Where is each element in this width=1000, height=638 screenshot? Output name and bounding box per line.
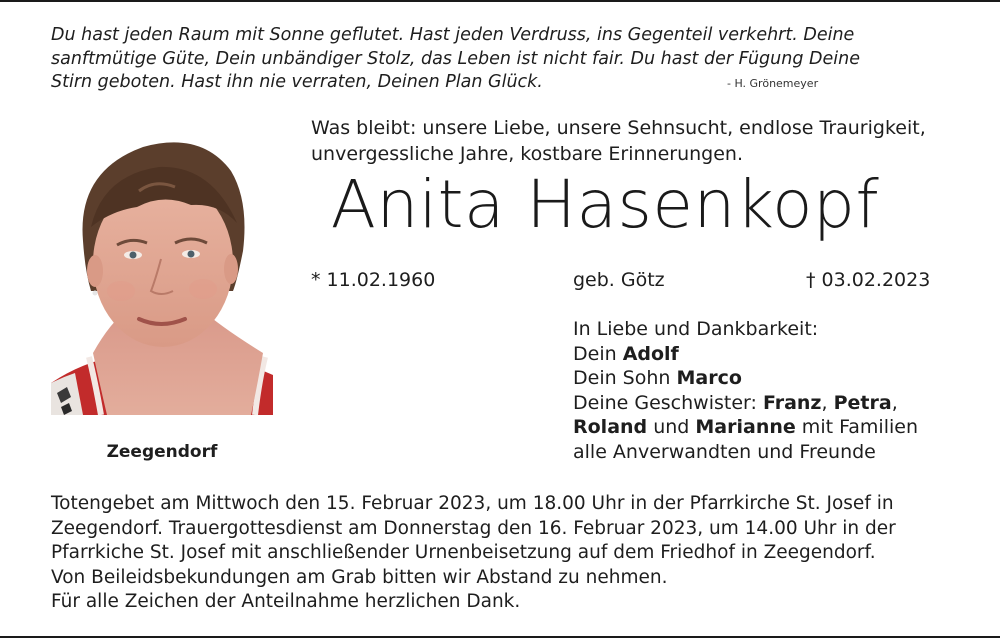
quote-line: Stirn geboten. Hast ihn nie verraten, Deinen Plan Glück. [51, 72, 543, 92]
service-line: Für alle Zeichen der Anteilnahme herzlichen Dank. [51, 591, 521, 612]
mourner-name: Adolf [622, 342, 679, 365]
mourner-line [573, 415, 918, 440]
service-line: Pfarrkiche St. Josef mit anschließender Urnenbeisetzung auf dem Friedhof in Zeegendorf. [51, 542, 876, 563]
mourner-line: alle Anverwandten und Freunde [573, 440, 876, 463]
mourner-name: Marianne [695, 416, 796, 439]
intro-line: Was bleibt: unsere Liebe, unsere Sehnsucht, endlose Traurigkeit, [311, 117, 926, 139]
maiden-name: geb. Götz [573, 269, 665, 291]
mourner-text: Dein Sohn [573, 367, 677, 390]
mourner-text: , [821, 391, 834, 414]
mourner-text: mit Familien [795, 416, 918, 439]
deceased-name: Anita Hasenkopf [330, 166, 880, 243]
mourner-line [573, 342, 918, 367]
portrait-image [51, 131, 273, 415]
mourner-name: Marco [676, 367, 742, 390]
residence-place: Zeegendorf [106, 442, 218, 462]
mourner-text: Deine Geschwister: [573, 391, 763, 414]
quote-author: - H. Grönemeyer [727, 77, 819, 90]
mourner-text: Dein [573, 342, 623, 365]
birth-date: * 11.02.1960 [311, 269, 436, 291]
service-line: Von Beileidsbekundungen am Grab bitten wir Abstand zu nehmen. [51, 566, 668, 588]
death-date: † 03.02.2023 [806, 269, 931, 291]
mourner-text: und [647, 416, 696, 439]
service-line: Totengebet am Mittwoch den 15. Februar 2023, um 18.00 Uhr in der Pfarrkirche St. Josef in [51, 493, 894, 514]
service-details [51, 492, 971, 615]
mourner-name: Franz [762, 391, 822, 414]
quote-line: sanftmütige Güte, Dein unbändiger Stolz, das Leben ist nicht fair. Du hast der Fügung Deine [51, 48, 860, 69]
intro-line: unvergessliche Jahre, kostbare Erinnerungen. [311, 143, 743, 165]
mourner-name: Roland [573, 416, 648, 439]
mourner-line [573, 391, 918, 416]
quote-line: Du hast jeden Raum mit Sonne geflutet. Hast jeden Verdruss, ins Gegenteil verkehrt. Deine [51, 25, 855, 45]
mourner-text: , [891, 391, 898, 414]
mourner-name: Petra [833, 391, 892, 414]
mourner-line [573, 366, 918, 391]
intro-text [311, 115, 971, 167]
mourners-intro: In Liebe und Dankbarkeit: [573, 318, 819, 340]
service-line: Zeegendorf. Trauergottesdienst am Donnerstag den 16. Februar 2023, um 14.00 Uhr in der [51, 517, 896, 539]
mourners-list [573, 317, 918, 465]
portrait-photo [51, 131, 273, 415]
